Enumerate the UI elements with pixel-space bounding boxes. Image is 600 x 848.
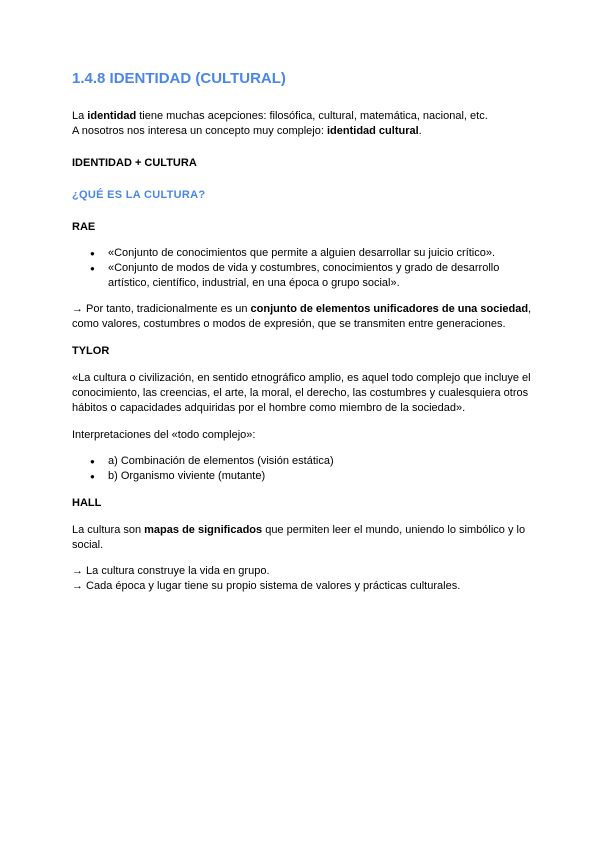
formula-label: IDENTIDAD + CULTURA [72, 157, 197, 169]
rae-conclusion: → Por tanto, tradicionalmente es un conjunto de elementos unificadores de una sociedad, como valores, costumbres o modos de expresión, que se transmiten entre generaciones. [72, 303, 532, 330]
hall-arrows [72, 564, 532, 594]
rae-definition-list [72, 246, 532, 291]
list-item: ● «Conjunto de modos de vida y costumbres, conocimientos y grado de desarrollo artístico, científico, industrial, en una época o grupo social». [72, 261, 532, 291]
hall-label: HALL [72, 497, 102, 509]
intro-paragraph [72, 109, 532, 139]
term-conjunto: conjunto de elementos unificadores de una sociedad [250, 303, 529, 315]
section-heading: 1.4.8 IDENTIDAD (CULTURAL) [72, 70, 286, 87]
tylor-interpretations-intro: Interpretaciones del «todo complejo»: [72, 429, 256, 441]
document-page [72, 70, 532, 594]
intro-line-1: La identidad tiene muchas acepciones: filosófica, cultural, matemática, nacional, etc. [72, 110, 488, 122]
tylor-label: TYLOR [72, 345, 110, 357]
question-heading: ¿QUÉ ES LA CULTURA? [72, 189, 206, 201]
term-identidad-cultural: identidad cultural [326, 125, 419, 137]
term-mapas: mapas de significados [144, 524, 263, 536]
tylor-interpretation-list [72, 454, 532, 484]
arrow-line-2: → Cada época y lugar tiene su propio sistema de valores y prácticas culturales. [72, 580, 461, 592]
intro-line-2: A nosotros nos interesa un concepto muy complejo: identidad cultural. [72, 125, 422, 137]
tylor-quote: «La cultura o civilización, en sentido etnográfico amplio, es aquel todo complejo que incluye el conocimiento, las creencias, el arte, la moral, el derecho, las costumbres y cualesquiera otros hábitos o capacidades adquiridas por el hombre como miembro de la sociedad». [72, 372, 531, 414]
arrow-line-1: → La cultura construye la vida en grupo. [72, 565, 270, 577]
list-item: ● a) Combinación de elementos (visión estática) [72, 454, 532, 469]
hall-paragraph: La cultura son mapas de significados que permiten leer el mundo, uniendo lo simbólico y lo social. [72, 524, 526, 551]
rae-label: RAE [72, 221, 96, 233]
list-item: ● b) Organismo viviente (mutante) [72, 469, 532, 484]
list-item: ● «Conjunto de conocimientos que permite a alguien desarrollar su juicio crítico». [72, 246, 532, 261]
term-identidad: identidad [87, 110, 137, 122]
